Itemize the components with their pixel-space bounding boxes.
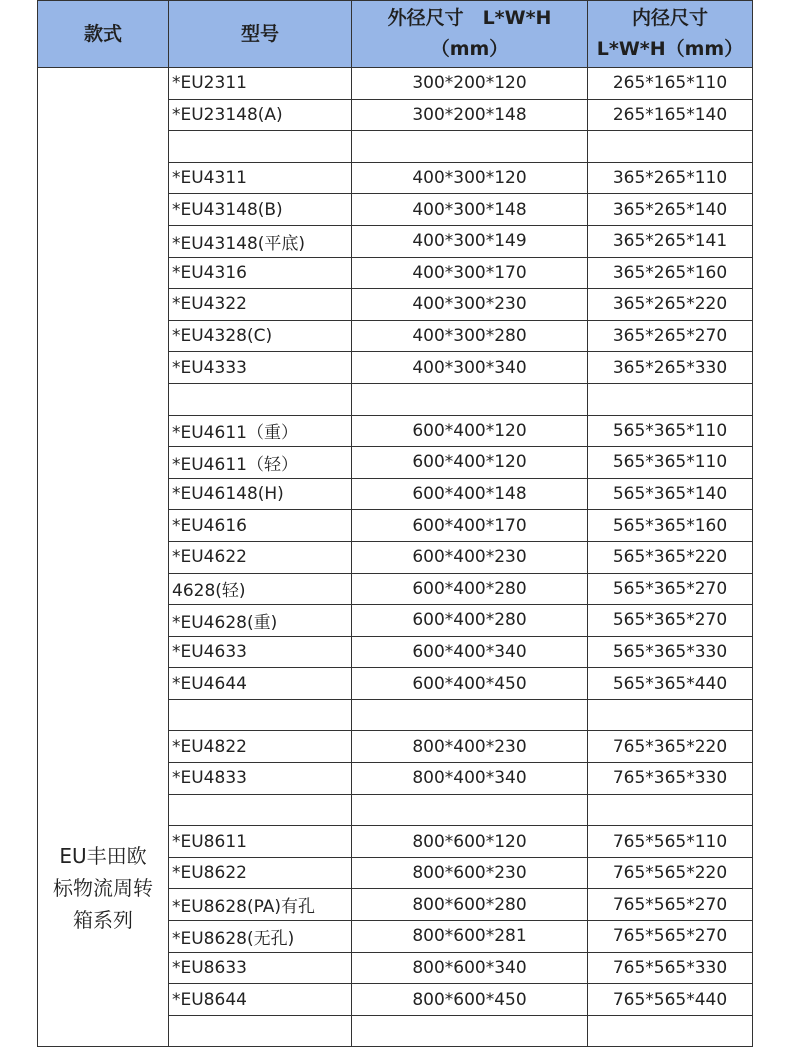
model-cell: *EU4833 [169,763,352,795]
inner-size-cell: 765*565*270 [588,921,753,953]
inner-size-cell: 565*365*270 [588,605,753,637]
model-cell: *EU4333 [169,352,352,384]
inner-size-cell [588,383,753,415]
inner-size-cell: 565*365*440 [588,668,753,700]
outer-size-cell: 400*300*280 [352,320,588,352]
header-outer-size-line2: （mm） [430,38,509,60]
inner-size-cell: 365*265*141 [588,225,753,257]
model-cell: *EU4622 [169,541,352,573]
inner-size-cell: 565*365*110 [588,415,753,447]
inner-size-cell [588,794,753,826]
model-cell: *EU4633 [169,636,352,668]
model-cell: *EU2311 [169,68,352,100]
spec-table [37,0,753,1047]
table-row [38,68,753,100]
inner-size-cell: 765*565*220 [588,857,753,889]
model-cell: *EU43148(平底) [169,225,352,257]
model-cell: *EU8611 [169,826,352,858]
inner-size-cell: 365*265*220 [588,289,753,321]
outer-size-cell: 600*400*450 [352,668,588,700]
series-cell [38,68,169,1047]
outer-size-cell: 600*400*170 [352,510,588,542]
outer-size-cell [352,131,588,163]
model-cell: *EU4611（重） [169,415,352,447]
inner-size-cell: 365*265*270 [588,320,753,352]
header-inner-size [588,1,753,68]
outer-size-cell: 400*300*148 [352,194,588,226]
series-label-line1: EU丰田欧 [59,844,147,869]
outer-size-cell: 300*200*120 [352,68,588,100]
inner-size-cell: 765*565*110 [588,826,753,858]
model-cell: *EU43148(B) [169,194,352,226]
inner-size-cell: 265*165*110 [588,68,753,100]
outer-size-cell: 800*600*280 [352,889,588,921]
model-cell: *EU4628(重) [169,605,352,637]
inner-size-cell: 565*365*220 [588,541,753,573]
model-cell: *EU4316 [169,257,352,289]
header-inner-size-line2: L*W*H（mm） [596,38,744,60]
model-cell: *EU8628(无孔) [169,921,352,953]
model-cell [169,1015,352,1047]
model-cell: *EU46148(H) [169,478,352,510]
model-cell: 4628(轻) [169,573,352,605]
outer-size-cell [352,383,588,415]
inner-size-cell: 365*265*110 [588,162,753,194]
outer-size-cell [352,699,588,731]
outer-size-cell: 300*200*148 [352,99,588,131]
outer-size-cell: 600*400*280 [352,573,588,605]
outer-size-cell: 400*300*120 [352,162,588,194]
model-cell [169,131,352,163]
model-cell: *EU4322 [169,289,352,321]
series-label-line3: 箱系列 [73,908,133,933]
model-cell: *EU8633 [169,952,352,984]
model-cell: *EU23148(A) [169,99,352,131]
inner-size-cell: 765*565*440 [588,984,753,1016]
outer-size-cell: 800*600*340 [352,952,588,984]
model-cell: *EU4611（轻） [169,447,352,479]
outer-size-cell: 600*400*148 [352,478,588,510]
outer-size-cell: 400*300*340 [352,352,588,384]
inner-size-cell: 365*265*140 [588,194,753,226]
header-outer-size [352,1,588,68]
inner-size-cell [588,1015,753,1047]
model-cell [169,383,352,415]
outer-size-cell: 400*300*170 [352,257,588,289]
inner-size-cell: 765*565*330 [588,952,753,984]
outer-size-cell [352,794,588,826]
outer-size-cell: 600*400*280 [352,605,588,637]
header-row [38,1,753,68]
outer-size-cell: 600*400*120 [352,415,588,447]
inner-size-cell [588,699,753,731]
model-cell: *EU8628(PA)有孔 [169,889,352,921]
inner-size-cell: 765*365*220 [588,731,753,763]
inner-size-cell: 265*165*140 [588,99,753,131]
outer-size-cell: 800*400*340 [352,763,588,795]
outer-size-cell: 800*600*281 [352,921,588,953]
outer-size-cell: 800*400*230 [352,731,588,763]
model-cell: *EU4822 [169,731,352,763]
header-style: 款式 [38,1,169,68]
outer-size-cell: 800*600*230 [352,857,588,889]
outer-size-cell [352,1015,588,1047]
outer-size-cell: 400*300*149 [352,225,588,257]
header-outer-size-line1: 外径尺寸 L*W*H [387,7,552,29]
outer-size-cell: 600*400*340 [352,636,588,668]
inner-size-cell [588,131,753,163]
header-inner-size-line1: 内径尺寸 [631,7,708,29]
outer-size-cell: 600*400*120 [352,447,588,479]
inner-size-cell: 565*365*160 [588,510,753,542]
model-cell [169,794,352,826]
series-label-line2: 标物流周转 [53,876,153,901]
outer-size-cell: 800*600*450 [352,984,588,1016]
model-cell [169,699,352,731]
inner-size-cell: 565*365*330 [588,636,753,668]
model-cell: *EU4616 [169,510,352,542]
outer-size-cell: 800*600*120 [352,826,588,858]
inner-size-cell: 565*365*110 [588,447,753,479]
header-model: 型号 [169,1,352,68]
outer-size-cell: 400*300*230 [352,289,588,321]
model-cell: *EU4311 [169,162,352,194]
inner-size-cell: 365*265*160 [588,257,753,289]
inner-size-cell: 765*565*270 [588,889,753,921]
model-cell: *EU8622 [169,857,352,889]
table-body [38,68,753,1047]
outer-size-cell: 600*400*230 [352,541,588,573]
inner-size-cell: 365*265*330 [588,352,753,384]
inner-size-cell: 565*365*140 [588,478,753,510]
model-cell: *EU8644 [169,984,352,1016]
inner-size-cell: 765*365*330 [588,763,753,795]
inner-size-cell: 565*365*270 [588,573,753,605]
model-cell: *EU4644 [169,668,352,700]
model-cell: *EU4328(C) [169,320,352,352]
